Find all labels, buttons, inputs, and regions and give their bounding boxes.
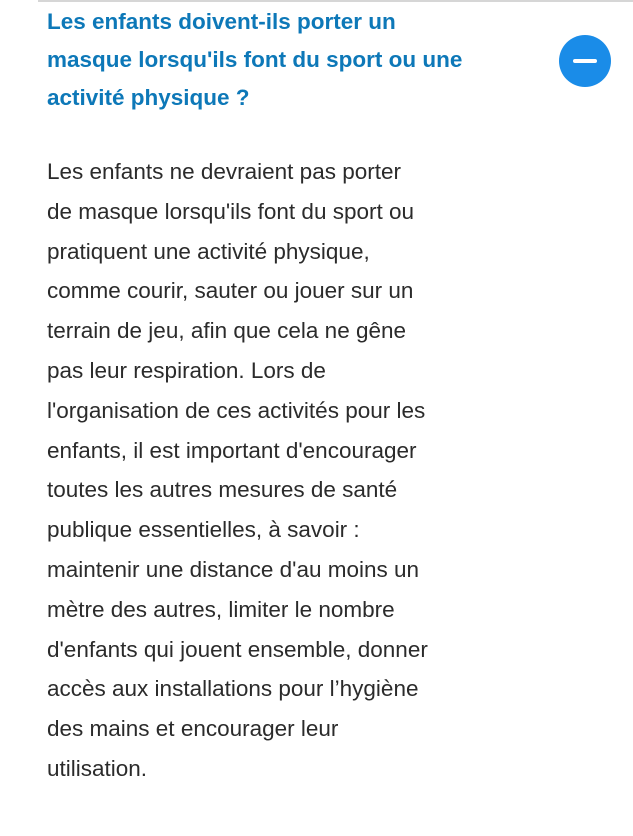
- answer-line: terrain de jeu, afin que cela ne gêne: [47, 318, 407, 344]
- faq-question-header[interactable]: [0, 0, 633, 140]
- answer-line: utilisation.: [47, 755, 148, 781]
- answer-line: d'enfants qui jouent ensemble, donner: [47, 636, 428, 662]
- answer-line: des mains et encourager leur: [47, 716, 339, 742]
- answer-line: enfants, il est important d'encourager: [47, 437, 417, 463]
- answer-line: publique essentielles, à savoir :: [47, 517, 360, 543]
- answer-line: accès aux installations pour l’hygiène: [47, 676, 419, 702]
- question-line: Les enfants doivent-ils porter un: [47, 9, 396, 34]
- answer-line: pas leur respiration. Lors de: [47, 357, 326, 383]
- question-line: masque lorsqu'ils font du sport ou une: [47, 47, 463, 72]
- answer-line: pratiquent une activité physique,: [47, 238, 370, 264]
- faq-question: [47, 3, 547, 117]
- question-line: activité physique ?: [47, 85, 250, 110]
- answer-line: maintenir une distance d'au moins un: [47, 556, 420, 582]
- answer-line: Les enfants ne devraient pas porter: [47, 159, 401, 184]
- answer-line: l'organisation de ces activités pour les: [47, 397, 426, 423]
- faq-answer: [47, 152, 527, 789]
- answer-line: toutes les autres mesures de santé: [47, 477, 398, 503]
- answer-line: comme courir, sauter ou jouer sur un: [47, 278, 414, 304]
- answer-line: de masque lorsqu'ils font du sport ou: [47, 198, 415, 224]
- minus-icon: [573, 59, 597, 63]
- collapse-toggle-button[interactable]: [559, 35, 611, 87]
- answer-line: mètre des autres, limiter le nombre: [47, 596, 395, 622]
